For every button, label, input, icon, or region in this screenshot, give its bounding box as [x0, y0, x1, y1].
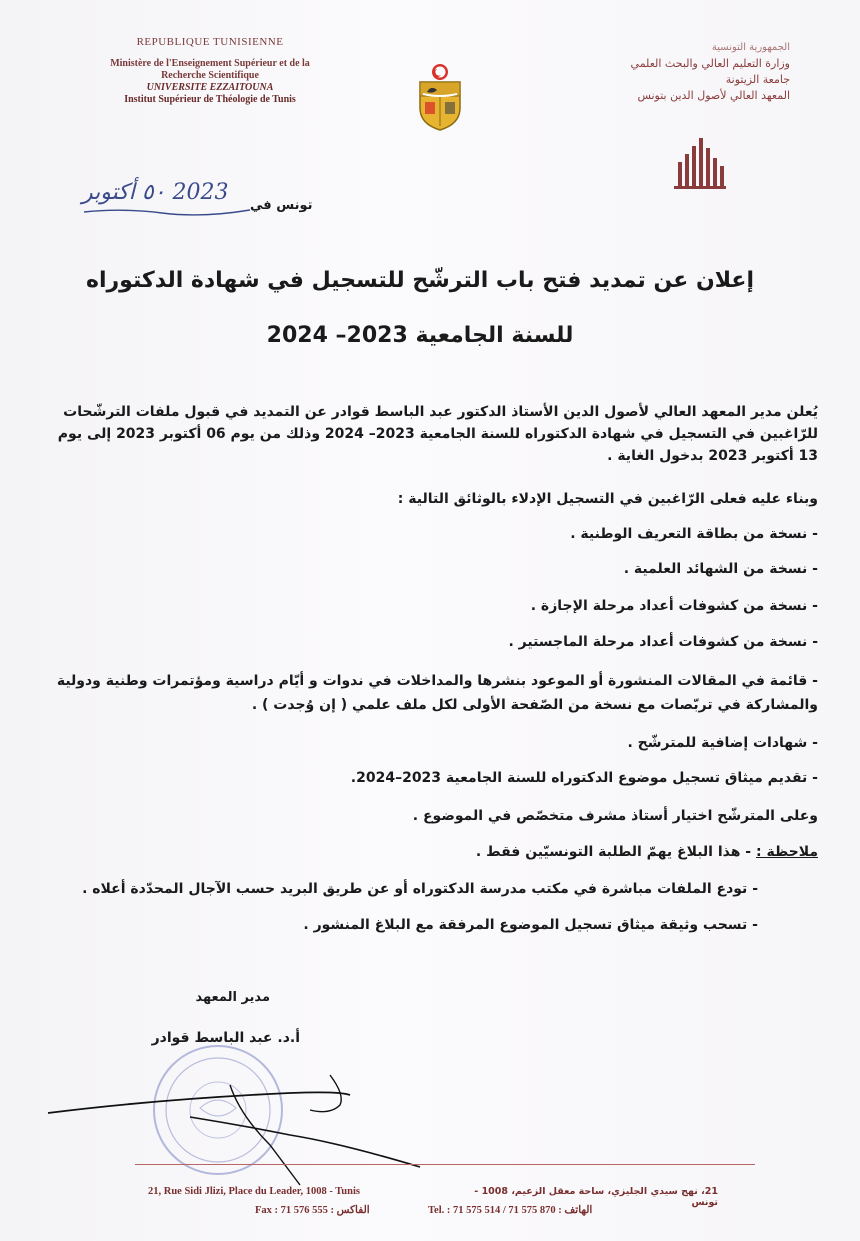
note-line	[38, 844, 818, 860]
header-french	[60, 36, 360, 106]
tunisia-coat-of-arms-icon	[413, 62, 467, 132]
note-text: - هذا البلاغ يهمّ الطلبة التونسيّين فقط .	[475, 844, 752, 860]
footer-address-ar: 21، نهج سيدي الجليزي، ساحة معقل الزعيم، 1008 - تونس	[474, 1186, 718, 1208]
documents-intro: وبناء عليه فعلى الرّاغبين في التسجيل الإدلاء بالوثائق التالية :	[397, 491, 818, 507]
header-ministry-cont: Recherche Scientifique	[161, 70, 259, 81]
header-arabic	[560, 40, 790, 104]
doc-item-id-card: - نسخة من بطاقة التعريف الوطنية .	[570, 526, 818, 542]
date-underline	[82, 206, 252, 218]
header-university: UNIVERSITE EZZAITOUNA	[146, 82, 274, 93]
footer-rule	[135, 1164, 755, 1165]
doc-item-diplomas: - نسخة من الشهائد العلمية .	[623, 561, 818, 577]
doc-item-licence-transcripts: - نسخة من كشوفات أعداد مرحلة الإجازة .	[530, 598, 818, 614]
institute-logo-icon	[670, 132, 730, 192]
header-ar-republic: الجمهورية التونسية	[711, 42, 790, 53]
date-prefix: تونس في	[250, 198, 313, 213]
doc-item-charter: - تقديم ميثاق تسجيل موضوع الدكتوراه للسنة الجامعية 2023–2024.	[350, 770, 818, 786]
handwritten-signature	[40, 1055, 460, 1195]
announcement-title: إعلان عن تمديد فتح باب الترشّح للتسجيل في شهادة الدكتوراه	[85, 268, 755, 293]
note-label: ملاحظة :	[756, 844, 818, 860]
header-republic: REPUBLIQUE TUNISIENNE	[136, 36, 284, 48]
header-institute: Institut Supérieur de Théologie de Tunis	[124, 94, 296, 105]
doc-item-certificates: - شهادات إضافية للمترشّح .	[627, 735, 818, 751]
signature-role: مدير المعهد	[195, 990, 270, 1005]
footer-address-fr: 21, Rue Sidi Jlizi, Place du Leader, 1008 - Tunis	[148, 1186, 360, 1197]
bullet-charter-download: - تسحب وثيقة ميثاق تسجيل الموضوع المرفقة مع البلاغ المنشور .	[303, 917, 758, 933]
header-ar-institute: المعهد العالي لأصول الدين بتونس	[637, 89, 790, 102]
intro-paragraph: يُعلن مدير المعهد العالي لأصول الدين الأستاذ الدكتور عبد الباسط قوادر عن التمديد في قبول ملفات الترشّحات للرّاغبين في التسجيل في شهادة الدكتوراه للسنة الجامعية 2023– 2024 وذلك من يوم 06 أكتوبر 2023 إلى يوم 13 أكتوبر 2023 بدخول الغاية .	[57, 404, 818, 464]
academic-year-title: للسنة الجامعية 2023– 2024	[266, 323, 574, 348]
date-handwritten: 2023 ٥٠ أكتوبر	[82, 180, 229, 205]
signature-name: أ.د. عبد الباسط قوادر	[151, 1030, 300, 1046]
footer-fax: Fax : 71 576 555 : الفاكس	[255, 1205, 370, 1216]
footer-tel: Tel. : 71 575 514 / 71 575 870 : الهاتف	[428, 1205, 593, 1216]
bullet-deposit: - تودع الملفات مباشرة في مكتب مدرسة الدكتوراه أو عن طريق البريد حسب الآجال المحدّدة أعلاه .	[82, 881, 758, 897]
doc-item-master-transcripts: - نسخة من كشوفات أعداد مرحلة الماجستير .	[508, 634, 818, 650]
header-ar-university: جامعة الزيتونة	[725, 73, 790, 86]
supervisor-note: وعلى المترشّح اختيار أستاذ مشرف متخصّص في الموضوع .	[412, 808, 818, 824]
header-ar-ministry: وزارة التعليم العالي والبحث العلمي	[630, 57, 790, 70]
doc-item-publications: - قائمة في المقالات المنشورة أو الموعود بنشرها والمداخلات في ندوات و أيّام دراسية ومؤتمرات وطنية ودولية والمشاركة في تربّصات مع نسخة من الصّفحة الأولى لكل ملف علمي ( إن وُجدت ) .	[56, 673, 818, 713]
header-ministry: Ministère de l'Enseignement Supérieur et de la	[110, 58, 310, 69]
